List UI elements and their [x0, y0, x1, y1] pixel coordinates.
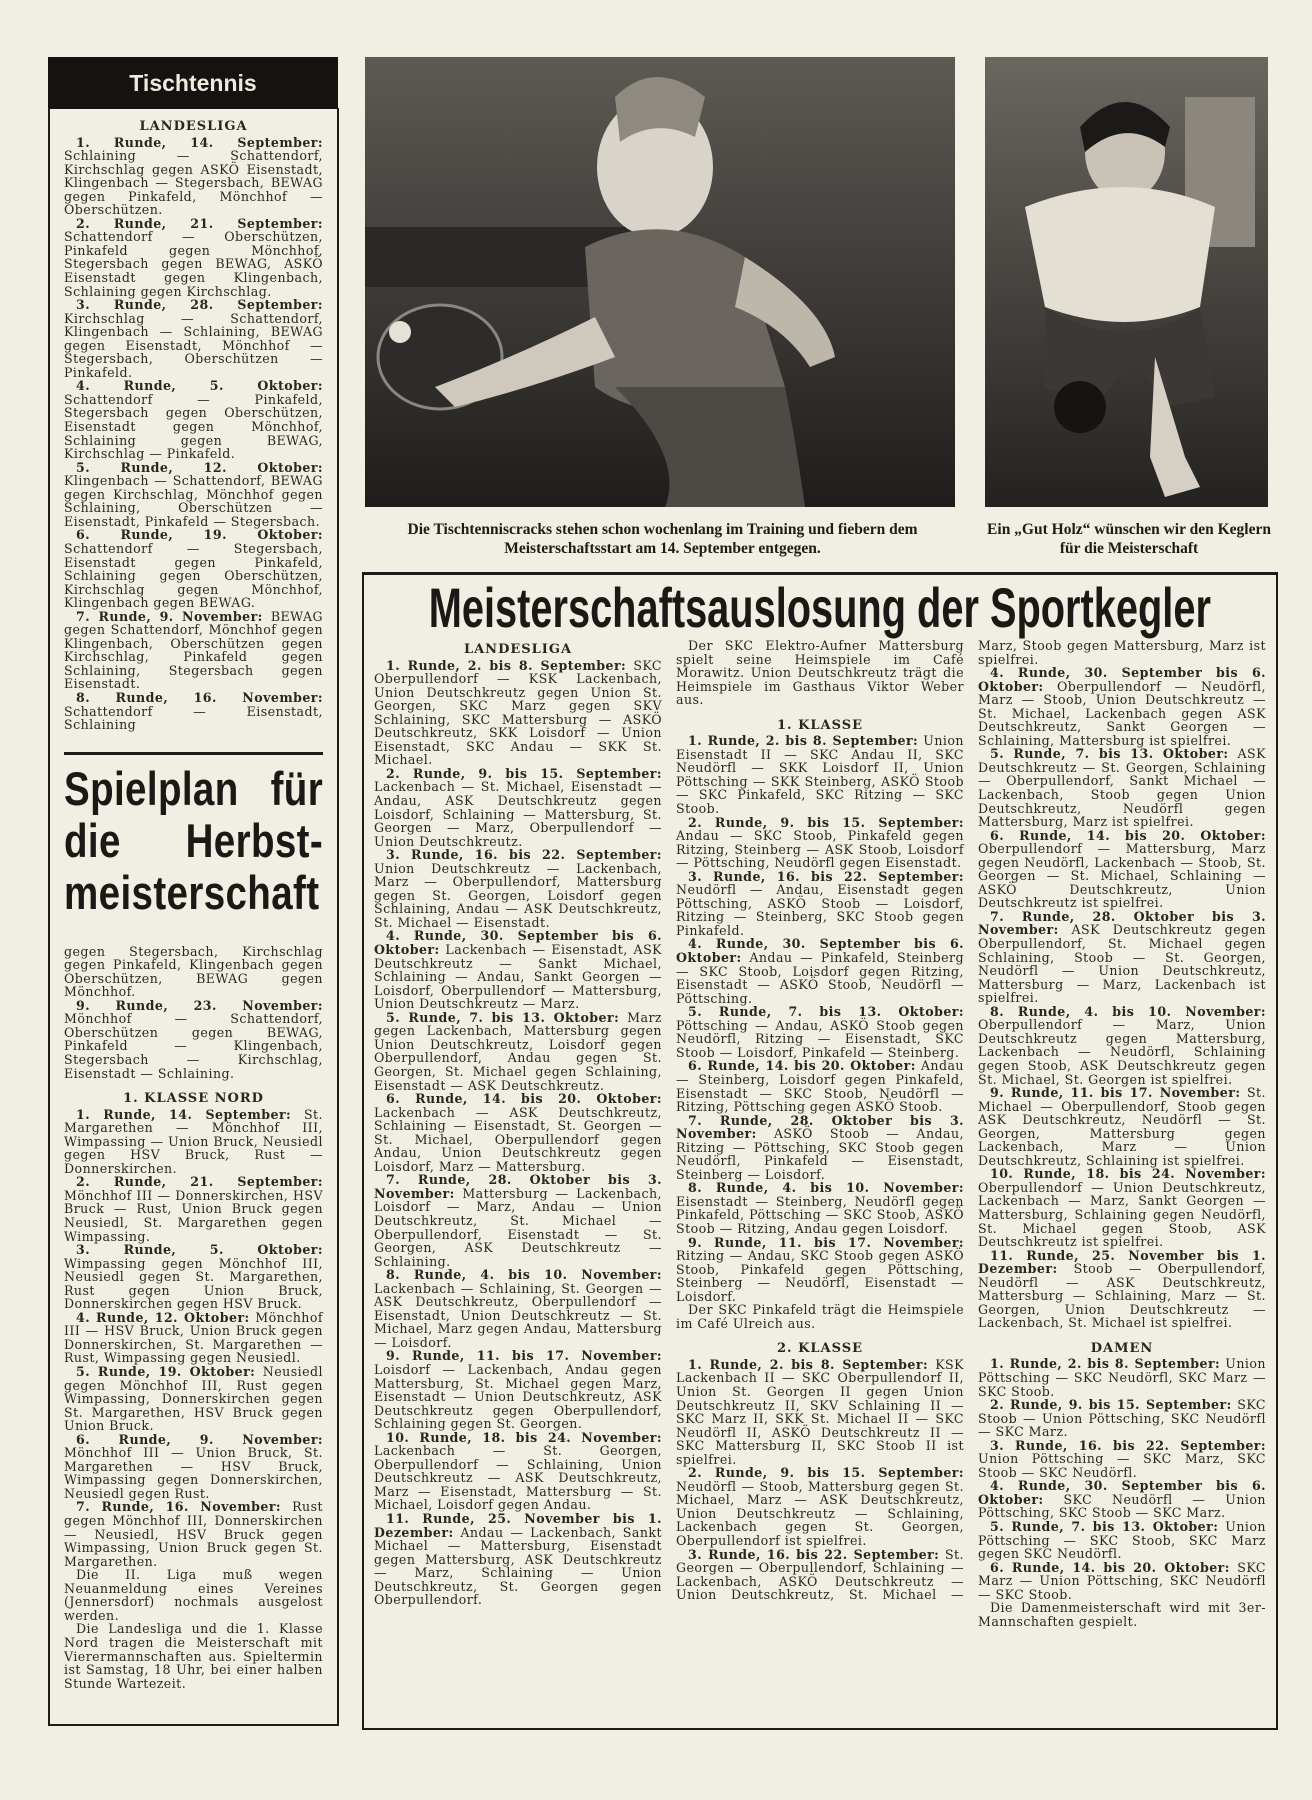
round-label: 11. Runde, 25. November bis 1. Dezember: [374, 1511, 662, 1540]
round-matches: Pöttsching — Andau, ASKÖ Stoob gegen Neudörfl, Ritzing — Eisenstadt, SKC Stoob — Loisdorf, Pinkafeld — Steinberg. [676, 1017, 964, 1060]
round-matches: Stoob — Oberpullendorf, Neudörfl — ASK Deutschkreutz, Mattersburg — Schlaining, Marz — St. Georgen, Union Deutschkreutz — Lackenbach, St. Michael ist spielfrei. [978, 1261, 1266, 1331]
round-matches: Ritzing — Andau, SKC Stoob gegen ASKÖ Stoob, Pinkafeld gegen Pöttsching, Steinberg — Neudörfl, Eisenstadt — Loisdorf. [676, 1248, 964, 1304]
round-matches: Andau — Lackenbach, Sankt Michael — Mattersburg, Eisenstadt gegen Mattersburg, ASK Deutschkreutz — Marz, Schlaining — Union Deutschkreutz, St. Georgen gegen Oberpullendorf. [374, 1524, 662, 1608]
tischtennis-header: Tischtennis [129, 69, 257, 96]
round-entry [64, 1243, 323, 1311]
round-matches: Schattendorf — Oberschützen, Pinkafeld gegen Mönchhof, Stegersbach gegen BEWAG, ASKÖ Eisenstadt gegen Klingenbach, Schlaining gegen Kirchschlag. [64, 229, 323, 299]
round-entry [374, 848, 662, 929]
round-label: 9. Runde, 11. bis 17. November: [990, 1085, 1241, 1101]
round-label: 1. Runde, 2. bis 8. September: [990, 1356, 1221, 1372]
round-entry [374, 1011, 662, 1092]
round-entry [978, 1479, 1266, 1520]
round-entry [676, 1236, 964, 1304]
round-matches: Kirchschlag — Schattendorf, Klingenbach — Schlaining, BEWAG gegen Eisenstadt, Mönchhof — Stegersbach, Oberschützen — Pinkafeld. [64, 310, 323, 380]
round-entry [676, 937, 964, 1005]
round-entry [374, 767, 662, 848]
round-matches: Neudörfl — Andau, Eisenstadt gegen Pöttsching, ASKÖ Stoob — Loisdorf, Ritzing — Steinberg, SKC Stoob gegen Pinkafeld. [676, 882, 964, 938]
round-label: 2. Runde, 9. bis 15. September: [386, 765, 662, 781]
landesliga-rounds-cont [64, 999, 323, 1080]
round-entry [978, 1520, 1266, 1561]
round-label: 5. Runde, 7. bis 13. Oktober: [990, 1519, 1219, 1534]
round-matches: Mönchhof III — Donnerskirchen, HSV Bruck — Rust, Union Bruck gegen Neusiedl, St. Margarethen gegen Wimpassing. [64, 1187, 323, 1244]
round-label: 8. Runde, 4. bis 10. November: [990, 1003, 1266, 1019]
round-entry [978, 1561, 1266, 1602]
section-title: 2. KLASSE [776, 1341, 864, 1357]
round-label: 10. Runde, 18. bis 24. November: [386, 1429, 662, 1445]
round-matches: Klingenbach — Schattendorf, BEWAG gegen Kirchschlag, Mönchhof gegen Schlaining, Oberschützen — Eisenstadt, Pinkafeld — Stegersbach. [64, 473, 323, 529]
round-entry [978, 1086, 1266, 1167]
note-text: Der SKC Elektro-Aufner Mattersburg spielt seine Heimspiele im Café Morawitz. Union Deutschkreutz trägt die Heimspiele im Gasthaus Viktor Weber aus. [676, 638, 964, 708]
round-entry [64, 461, 323, 529]
round-label: 8. Runde, 4. bis 10. November: [386, 1267, 662, 1283]
round-matches: SKC Marz — Union Pöttsching, SKC Neudörfl — SKC Stoob. [978, 1559, 1266, 1602]
round-matches: Oberpullendorf — Neudörfl, Marz — Stoob, Union Deutschkreutz — St. Michael, Lackenbach gegen ASK Deutschkreutz, Sankt Georgen — Schlaining, Mattersburg ist spielfrei. [978, 678, 1266, 748]
round-entry [978, 1357, 1266, 1398]
round-entry [374, 1173, 662, 1268]
round-label: 4. Runde, 5. Oktober: [76, 378, 323, 394]
round-entry [64, 691, 323, 732]
round-matches: Union Pöttsching — SKC Marz, SKC Stoob — SKC Neudörfl. [978, 1451, 1266, 1480]
round-entry [64, 136, 323, 217]
round-entry [64, 610, 323, 691]
round-label: 7. Runde, 28. Oktober bis 3. November: [374, 1172, 662, 1201]
round-label: 9. Runde, 11. bis 17. November: [688, 1234, 964, 1250]
landesliga-continuation: gegen Stegersbach, Kirchschlag gegen Pinkafeld, Klingenbach gegen Oberschützen, BEWAG gegen Mönchhof. [64, 943, 323, 1000]
spielplan-headline: Spielplan für die Herbst-meisterschaft [64, 761, 324, 919]
round-entry [64, 1433, 323, 1501]
round-matches: Union Eisenstadt II — SKC Andau II, SKC Neudörfl — SKK Loisdorf II, Union Pöttsching — SKK Steinberg, ASKÖ Stoob — SKC Pinkafeld, SKC Ritzing — SKC Stoob. [676, 733, 964, 817]
round-entry [676, 734, 964, 815]
round-label: 6. Runde, 14. bis 20. Oktober: [688, 1058, 916, 1074]
round-label: 5. Runde, 7. bis 13. Oktober: [386, 1009, 620, 1025]
round-matches: Oberpullendorf — Mattersburg, Marz gegen Neudörfl, Lackenbach — Stoob, St. Georgen — St. Michael, Schlaining — ASKÖ Deutschkreutz, Union Deutschkreutz ist spielfrei. [978, 841, 1266, 911]
round-label: 6. Runde, 14. bis 20. Oktober: [990, 827, 1266, 843]
section-title-landesliga: LANDESLIGA [139, 119, 248, 134]
round-label: 2. Runde, 9. bis 15. September: [688, 1465, 964, 1481]
photo-bowler [985, 57, 1268, 507]
section-title: LANDESLIGA [463, 642, 573, 657]
round-entry [676, 816, 964, 870]
round-entry [676, 1005, 964, 1059]
round-matches: Andau — Steinberg, Loisdorf gegen Pinkafeld, Eisenstadt — SKC Stoob, Neudörfl — Ritzing, Pöttsching gegen ASKÖ Stoob. [676, 1058, 964, 1115]
round-label: 6. Runde, 19. Oktober: [76, 527, 323, 543]
round-matches: Union Pöttsching — SKC Neudörfl, SKC Marz — SKC Stoob. [978, 1356, 1266, 1399]
round-label: 1. Runde, 14. September: [76, 1106, 292, 1122]
round-entry [978, 1439, 1266, 1480]
round-entry [978, 1398, 1266, 1439]
round-matches: Schattendorf — Pinkafeld, Stegersbach gegen Oberschützen, Eisenstadt gegen Mönchhof, Schlaining gegen BEWAG, Kirchschlag — Pinkafeld. [64, 391, 323, 462]
note-text: Die II. Liga muß wegen Neuanmeldung eines Vereines (Jennersdorf) nochmals ausgelost werden. [64, 1567, 323, 1623]
round-label: 2. Runde, 9. bis 15. September: [688, 814, 964, 830]
round-label: 1. Runde, 2. bis 8. September: [688, 1356, 929, 1372]
round-matches: St. Georgen — Oberpullendorf, Schlaining — Lackenbach, ASKÖ Deutschkreutz — Union Deutschkreutz, St. Michael — Marz, Stoob gegen Mattersburg, Marz ist spielfrei. [676, 638, 1266, 1603]
round-matches: ASKÖ Stoob — Andau, Ritzing — Pöttsching, SKC Stoob gegen Neudörfl, Pinkafeld — Eisenstadt, Steinberg — Loisdorf. [676, 1126, 964, 1182]
round-matches: BEWAG gegen Schattendorf, Mönchhof gegen Klingenbach, Oberschützen gegen Kirchschlag, Pinkafeld gegen Schlaining, Stegersbach gegen Eisenstadt. [64, 608, 323, 692]
round-entry [676, 1059, 964, 1113]
round-entry [64, 1365, 323, 1433]
round-entry [374, 1268, 662, 1349]
round-entry [64, 528, 323, 609]
round-label: 4. Runde, 30. September bis 6. Oktober: [978, 665, 1266, 694]
round-entry [978, 1005, 1266, 1086]
round-matches: Lackenbach — St. Georgen, Oberpullendorf — Schlaining, Union Deutschkreutz — ASK Deutschkreutz, Marz — Eisenstadt, Mattersburg — St. Michael, Loisdorf gegen Andau. [374, 1443, 662, 1513]
round-entry [978, 747, 1266, 828]
round-matches: Marz gegen Lackenbach, Mattersburg gegen Union Deutschkreutz, Loisdorf gegen Oberpullendorf, Andau gegen St. Georgen, St. Michael gegen Schlaining, Eisenstadt — ASK Deutschkreutz. [374, 1009, 662, 1093]
round-matches: Mönchhof III — HSV Bruck, Union Bruck gegen Donnerskirchen, St. Margarethen — Rust, Wimpassing gegen Neusiedl. [64, 1309, 323, 1366]
round-label: 2. Runde, 21. September: [76, 1174, 323, 1190]
round-matches: Oberpullendorf — Union Deutschkreutz, Lackenbach — Marz, Sankt Georgen — Mattersburg, Schlaining gegen Neudörfl, St. Michael gegen Stoob, ASK Deutschkreutz ist spielfrei. [978, 1179, 1266, 1250]
round-entry [64, 999, 323, 1080]
round-entry [676, 1114, 964, 1182]
round-label: 3. Runde, 16. bis 22. September: [990, 1437, 1266, 1453]
note-text: Die Damenmeisterschaft wird mit 3er-Mannschaften gespielt. [978, 1600, 1266, 1629]
round-entry [978, 910, 1266, 1005]
round-label: 1. Runde, 2. bis 8. September: [688, 733, 919, 749]
round-entry [374, 929, 662, 1010]
round-matches: Wimpassing gegen Mönchhof III, Neusiedl gegen St. Margarethen, Rust gegen Union Bruck, Donnerskirchen gegen HSV Bruck. [64, 1255, 323, 1312]
round-label: 7. Runde, 28. Oktober bis 3. November: [978, 908, 1266, 938]
round-entry [64, 217, 323, 298]
round-entry [64, 1175, 323, 1243]
tischtennis-schedule-box [48, 108, 339, 1726]
caption-table-tennis: Die Tischtenniscracks stehen schon wochenlang im Training und fiebern dem Meisterschaftsstart am 14. September entgegen. [407, 521, 918, 557]
round-matches: Lackenbach — ASK Deutschkreutz, Schlaining — Eisenstadt, St. Georgen — St. Michael, Oberpullendorf gegen Andau, Union Deutschkreutz gegen Loisdorf, Marz — Mattersburg. [374, 1104, 662, 1174]
round-label: 4. Runde, 12. Oktober: [76, 1309, 250, 1325]
round-entry [978, 1167, 1266, 1248]
landesliga-rounds [64, 136, 323, 732]
round-entry [978, 1249, 1266, 1330]
round-label: 6. Runde, 14. bis 20. Oktober: [386, 1091, 662, 1107]
round-entry [64, 1108, 323, 1176]
round-label: 2. Runde, 21. September: [76, 215, 323, 231]
section-title: 1. KLASSE [776, 717, 864, 733]
round-entry [676, 1358, 964, 1466]
round-label: 3. Runde, 16. bis 22. September: [688, 868, 964, 884]
photo-table-tennis-player [365, 57, 955, 507]
round-matches: KSK Lackenbach II — SKC Oberpullendorf II, Union St. Georgen II gegen Union Deutschkreutz II, SKV Schlaining II — SKC Marz II, SKK St. Michael II — SKC Neudörfl II, ASKÖ Deutschkreutz II — SKC Mattersburg II, SKC Stoob II ist spielfrei. [676, 1356, 964, 1467]
round-entry [64, 1500, 323, 1568]
tischtennis-header-bar [48, 57, 338, 109]
round-matches: ASK Deutschkreutz gegen Oberpullendorf, St. Michael gegen Schlaining, Stoob — St. Georgen, Neudörfl — Union Deutschkreutz, Mattersburg — Marz, Lackenbach ist spielfrei. [978, 922, 1266, 1006]
round-matches: SKC Oberpullendorf — KSK Lackenbach, Union Deutschkreutz gegen Union St. Georgen, SKC Marz gegen SKV Schlaining, SKC Mattersburg — ASKÖ Deutschkreutz, SKK Loisdorf — Union Eisenstadt, SKC Andau — SKK St. Michael. [374, 657, 662, 768]
round-matches: Rust gegen Mönchhof III, Donnerskirchen — Neusiedl, HSV Bruck gegen Wimpassing, Union Bruck gegen St. Margarethen. [64, 1499, 323, 1569]
round-label: 11. Runde, 25. November bis 1. Dezember: [978, 1247, 1266, 1277]
article-columns [374, 639, 1266, 1628]
round-label: 1. Runde, 2. bis 8. September: [386, 657, 627, 673]
klasse-nord-rounds [64, 1108, 323, 1569]
round-label: 6. Runde, 9. November: [76, 1431, 323, 1447]
round-matches: Loisdorf — Lackenbach, Andau gegen Mattersburg, St. Michael gegen Marz, Eisenstadt — Union Deutschkreutz, ASK Deutschkreutz gegen Oberpullendorf, Schlaining gegen St. Georgen. [374, 1361, 662, 1432]
round-label: 4. Runde, 30. September bis 6. Oktober: [374, 928, 662, 958]
note-text: Die Landesliga und die 1. Klasse Nord tragen die Meisterschaft mit Vierermannschaften aus. Spieltermin ist Samstag, 18 Uhr, bei einer halben Stunde Wartezeit. [64, 1621, 323, 1691]
round-label: 10. Runde, 18. bis 24. November: [990, 1166, 1266, 1182]
round-entry [64, 379, 323, 460]
round-matches: ASK Deutschkreutz — St. Georgen, Schlaining — Oberpullendorf, Sankt Michael — Lackenbach, Stoob gegen Union Deutschkreutz, Neudörfl gegen Mattersburg, Marz ist spielfrei. [978, 746, 1266, 830]
round-label: 5. Runde, 7. bis 13. Oktober: [990, 746, 1229, 762]
round-matches: Neusiedl gegen Mönchhof III, Rust gegen Wimpassing, Donnerskirchen gegen St. Margarethen, HSV Bruck gegen Union Bruck. [64, 1364, 323, 1434]
round-label: 7. Runde, 16. November: [76, 1499, 282, 1515]
round-label: 8. Runde, 16. November: [76, 689, 323, 705]
round-entry [676, 1181, 964, 1235]
section-title-klasse-nord: 1. KLASSE NORD [123, 1091, 264, 1107]
round-label: 3. Runde, 5. Oktober: [76, 1242, 323, 1258]
divider [64, 752, 323, 755]
round-matches: Mönchhof — Schattendorf, Oberschützen gegen BEWAG, Pinkafeld — Klingenbach, Stegersbach — Kirchschlag, Eisenstadt — Schlaining. [64, 1011, 323, 1081]
round-label: 3. Runde, 16. bis 22. September: [386, 847, 662, 863]
round-matches: Lackenbach — Schlaining, St. Georgen — ASK Deutschkreutz, Oberpullendorf — Eisenstadt, Union Deutschkreutz — St. Michael, Marz gegen Andau, Mattersburg — Loisdorf. [374, 1280, 662, 1350]
round-matches: Union Deutschkreutz — Lackenbach, Marz — Oberpullendorf, Mattersburg gegen St. Georgen, Loisdorf gegen Schlaining, Andau — ASK Deutschkreutz, St. Michael — Eisenstadt. [374, 860, 662, 930]
round-label: 8. Runde, 4. bis 10. November: [688, 1180, 964, 1196]
round-entry [978, 666, 1266, 747]
round-label: 9. Runde, 23. November: [76, 997, 323, 1013]
note-text: Der SKC Pinkafeld trägt die Heimspiele im Café Ulreich aus. [676, 1302, 964, 1331]
round-matches: Lackenbach — St. Michael, Eisenstadt — Andau, ASK Deutschkreutz gegen Loisdorf, Schlaining — Mattersburg, St. Georgen — Marz, Oberpullendorf — Union Deutschkreutz. [374, 779, 662, 849]
round-label: 4. Runde, 30. September bis 6. Oktober: [676, 936, 964, 966]
round-matches: Neudörfl — Stoob, Mattersburg gegen St. Michael, Marz — ASK Deutschkreutz, Union Deutschkreutz — Schlaining, Lackenbach gegen St. Georgen, Oberpullendorf ist spielfrei. [676, 1478, 964, 1548]
round-matches: Mönchhof III — Union Bruck, St. Margarethen — HSV Bruck, Wimpassing gegen Donnerskirchen, Neusiedl gegen Rust. [64, 1445, 323, 1501]
section-title: DAMEN [1090, 1340, 1154, 1356]
article-headline: Meisterschaftsauslosung der Sportkegler [428, 575, 1212, 639]
round-label: 2. Runde, 9. bis 15. September: [990, 1397, 1232, 1413]
round-label: 5. Runde, 19. Oktober: [76, 1364, 256, 1380]
round-matches: Schattendorf — Eisenstadt, Schlaining [64, 703, 323, 733]
round-label: 5. Runde, 12. Oktober: [76, 459, 323, 475]
round-label: 6. Runde, 14. bis 20. Oktober: [990, 1559, 1230, 1575]
round-matches: SKC Neudörfl — Union Pöttsching, SKC Stoob — SKC Marz. [978, 1491, 1266, 1521]
round-matches: SKC Stoob — Union Pöttsching, SKC Neudörfl — SKC Marz. [978, 1397, 1266, 1440]
caption-bowling: Ein „Gut Holz“ wünschen wir den Keglern für die Meisterschaft [987, 521, 1271, 557]
round-matches: Schlaining — Schattendorf, Kirchschlag gegen ASKÖ Eisenstadt, Klingenbach — Stegersbach, BEWAG gegen Pinkafeld, Mönchhof — Oberschützen. [64, 148, 323, 218]
round-matches: Andau — SKC Stoob, Pinkafeld gegen Ritzing, Steinberg — ASK Stoob, Loisdorf — Pöttsching, Neudörfl gegen Eisenstadt. [676, 828, 964, 871]
round-matches: St. Michael — Oberpullendorf, Stoob gegen ASK Deutschkreutz, Neudörfl — St. Georgen, Mattersburg gegen Lackenbach, Marz — Union Deutschkreutz, Schlaining ist spielfrei. [978, 1085, 1266, 1168]
round-entry [374, 659, 662, 767]
round-entry [374, 1512, 662, 1607]
round-label: 1. Runde, 14. September: [76, 134, 323, 150]
kegler-article [362, 572, 1278, 1730]
round-matches: St. Margarethen — Mönchhof III, Wimpassing — Union Bruck, Neusiedl gegen HSV Bruck, Rust — Donnerskirchen. [64, 1106, 323, 1176]
round-label: 5. Runde, 7. bis 13. Oktober: [688, 1004, 964, 1020]
round-matches: Schattendorf — Stegersbach, Eisenstadt gegen Pinkafeld, Schlaining gegen Oberschützen, Kirchschlag gegen Mönchhof, Klingenbach gegen BEWAG. [64, 540, 323, 611]
round-entry [64, 1311, 323, 1365]
round-label: 7. Runde, 9. November: [76, 608, 263, 624]
round-matches: Union Pöttsching — SKC Stoob, SKC Marz gegen SKC Neudörfl. [978, 1519, 1266, 1562]
round-entry [676, 1466, 964, 1547]
round-label: 3. Runde, 28. September: [76, 297, 323, 313]
round-matches: Mattersburg — Lackenbach, Loisdorf — Marz, Andau — Union Deutschkreutz, St. Michael — Oberpullendorf, Eisenstadt — St. Georgen, ASK Deutschkreutz — Schlaining. [374, 1185, 662, 1269]
round-entry [374, 1431, 662, 1512]
round-matches: Oberpullendorf — Marz, Union Deutschkreutz gegen Mattersburg, Lackenbach — Neudörfl, Schlaining gegen Stoob, ASK Deutschkreutz gegen St. Michael, St. Georgen ist spielfrei. [978, 1017, 1266, 1087]
round-entry [64, 298, 323, 379]
round-label: 9. Runde, 11. bis 17. November: [386, 1348, 662, 1364]
round-entry [676, 870, 964, 938]
round-matches: Eisenstadt — Steinberg, Neudörfl gegen Pinkafeld, Pöttsching — SKC Stoob, ASKÖ Stoob — Ritzing, Andau gegen Loisdorf. [676, 1193, 964, 1236]
round-matches: Andau — Pinkafeld, Steinberg — SKC Stoob, Loisdorf gegen Ritzing, Eisenstadt — ASKÖ Stoob, Neudörfl — Pöttsching. [676, 950, 964, 1006]
round-entry [374, 1092, 662, 1173]
round-label: 3. Runde, 16. bis 22. September: [688, 1546, 940, 1562]
round-matches: Lackenbach — Eisenstadt, ASK Deutschkreutz — Sankt Michael, Schlaining — Andau, Sankt Georgen — Loisdorf, Oberpullendorf — Mattersburg, Union Deutschkreutz — Marz. [374, 942, 662, 1012]
round-entry [978, 829, 1266, 910]
round-entry [374, 1349, 662, 1430]
round-label: 4. Runde, 30. September bis 6. Oktober: [978, 1478, 1266, 1507]
round-label: 7. Runde, 28. Oktober bis 3. November: [676, 1112, 964, 1142]
klasse-nord-notes [64, 1568, 323, 1690]
